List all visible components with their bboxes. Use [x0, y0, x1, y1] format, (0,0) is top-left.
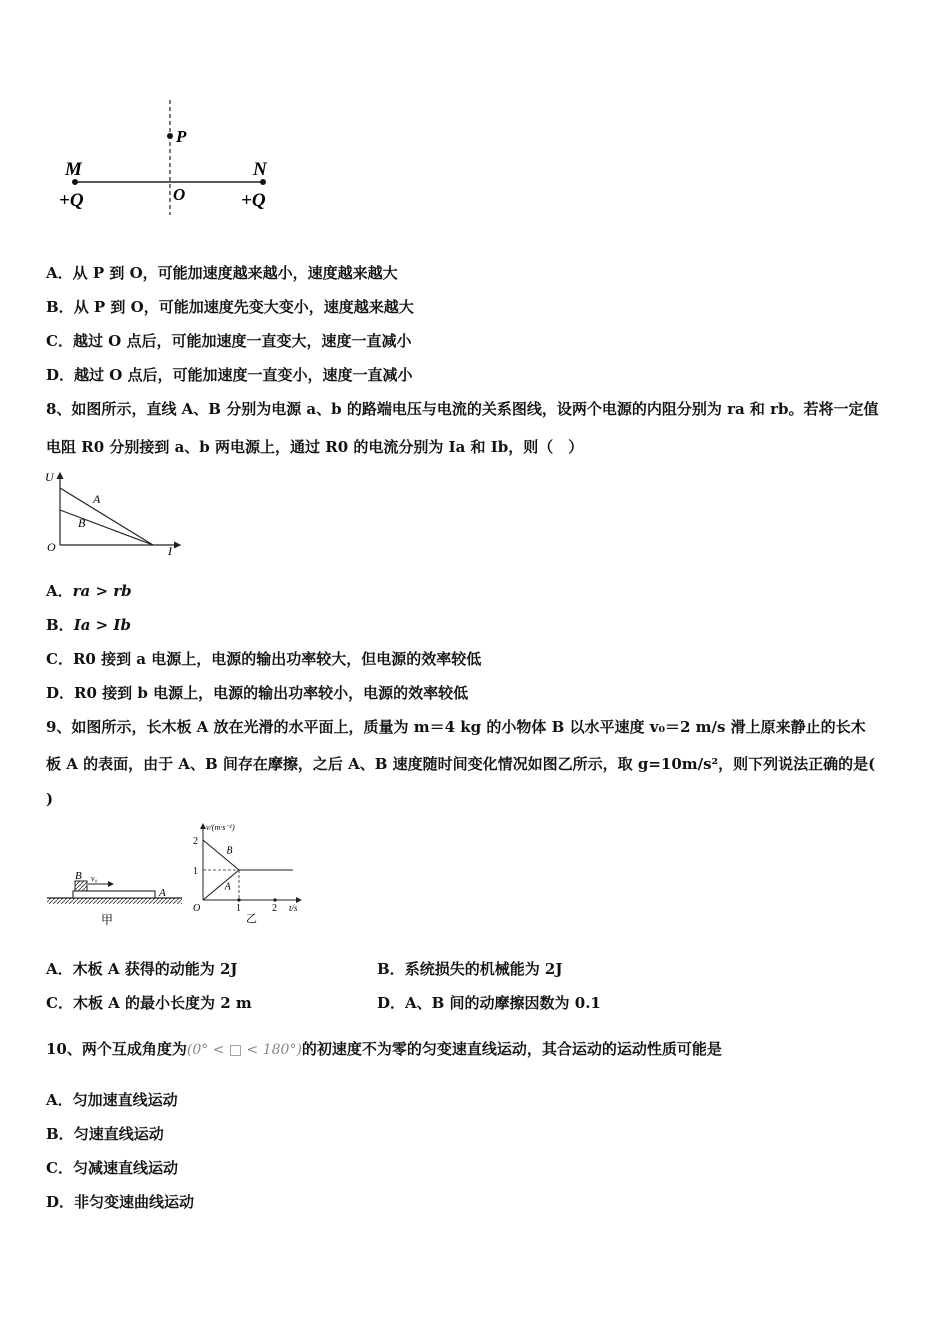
label-q-m: +Q: [59, 190, 84, 211]
q7-option-d[interactable]: D．越过 O 点后，可能加速度一直变小，速度一直减小: [46, 366, 413, 384]
x-tick-dot-1: [237, 898, 240, 901]
label-b: B: [75, 870, 82, 882]
label-o: O: [173, 185, 186, 204]
label-m: M: [65, 159, 82, 180]
q7-option-b[interactable]: B．从 P 到 O，可能加速度先变大变小，速度越来越大: [46, 298, 414, 316]
q9-stem-line3: ): [46, 790, 54, 808]
figure-charges: [55, 100, 285, 220]
q8-option-c[interactable]: C．R0 接到 a 电源上，电源的输出功率较大，但电源的效率较低: [46, 650, 482, 668]
x-tick-2: 2: [272, 903, 277, 914]
q10-stem: 10、两个互成角度为(0° < □ < 180°)的初速度不为零的匀变速直线运动，其合运动的运动性质可能是: [46, 1040, 722, 1058]
figure-jia: [45, 860, 185, 930]
point-p: [167, 133, 173, 139]
block-b: [75, 881, 87, 891]
label-p: P: [176, 127, 187, 146]
q7-option-a[interactable]: A．从 P 到 O，可能加速度越来越小，速度越来越大: [46, 264, 398, 282]
line-a: [60, 488, 153, 545]
series-label-b: B: [226, 845, 233, 857]
label-a: A: [93, 492, 101, 506]
label-n: N: [253, 159, 267, 180]
x-tick-dot-2: [273, 898, 276, 901]
q9-stem-line2: 板 A 的表面，由于 A、B 间存在摩擦，之后 A、B 速度随时间变化情况如图乙所示，取 g=10m/s²，则下列说法正确的是(: [46, 755, 876, 773]
series-line-b: [203, 840, 293, 870]
figure-yi-chart: [185, 818, 310, 928]
label-o: O: [47, 540, 56, 554]
q8-stem-line1: 8、如图所示，直线 A、B 分别为电源 a、b 的路端电压与电流的关系图线，设两个电源的内阻分别为 ra 和 rb。若将一定值: [46, 400, 879, 418]
label-b: B: [78, 516, 86, 530]
q9-option-b[interactable]: B．系统损失的机械能为 2J: [377, 960, 563, 978]
caption-yi: 乙: [246, 913, 257, 925]
board-a: [73, 891, 155, 898]
x-axis-label: t/s: [289, 903, 298, 913]
q9-option-a[interactable]: A．木板 A 获得的动能为 2J: [46, 960, 238, 978]
line-b: [60, 510, 153, 545]
series-line-a: [203, 870, 293, 900]
x-tick-1: 1: [236, 903, 241, 914]
label-u: U: [45, 470, 54, 484]
q9-option-c[interactable]: C．木板 A 的最小长度为 2 m: [46, 994, 252, 1012]
label-v0: v₀: [91, 874, 98, 883]
origin-label: O: [193, 903, 201, 914]
figure-ui-graph: [40, 465, 190, 560]
angle-formula: (0° < □ < 180°): [186, 1042, 302, 1058]
q7-option-c[interactable]: C．越过 O 点后，可能加速度一直变大，速度一直减小: [46, 332, 412, 350]
q8-option-d[interactable]: D．R0 接到 b 电源上，电源的输出功率较小，电源的效率较低: [46, 684, 469, 702]
caption-jia: 甲: [101, 913, 114, 927]
q10-option-d[interactable]: D．非匀变速曲线运动: [46, 1193, 195, 1211]
y-axis-label: v/(m·s⁻¹): [206, 823, 235, 832]
series-label-a: A: [224, 881, 231, 893]
q10-option-a[interactable]: A．匀加速直线运动: [46, 1091, 178, 1109]
q8-stem-line2: 电阻 R0 分别接到 a、b 两电源上，通过 R0 的电流分别为 Ia 和 Ib，则（ ）: [46, 438, 584, 456]
label-a: A: [159, 887, 166, 899]
q8-option-a[interactable]: A．ra > rb: [46, 582, 132, 600]
q10-option-c[interactable]: C．匀减速直线运动: [46, 1159, 178, 1177]
y-tick-2: 2: [193, 836, 198, 847]
q10-option-b[interactable]: B．匀速直线运动: [46, 1125, 164, 1143]
label-q-n: +Q: [241, 190, 266, 211]
y-tick-1: 1: [193, 866, 198, 877]
q9-option-d[interactable]: D．A、B 间的动摩擦因数为 0.1: [377, 994, 601, 1012]
label-i: I: [168, 544, 172, 558]
q9-stem-line1: 9、如图所示，长木板 A 放在光滑的水平面上，质量为 m＝4 kg 的小物体 B 以水平速度 v₀＝2 m/s 滑上原来静止的长木: [46, 718, 866, 736]
q8-option-b[interactable]: B．Ia > Ib: [46, 616, 131, 634]
